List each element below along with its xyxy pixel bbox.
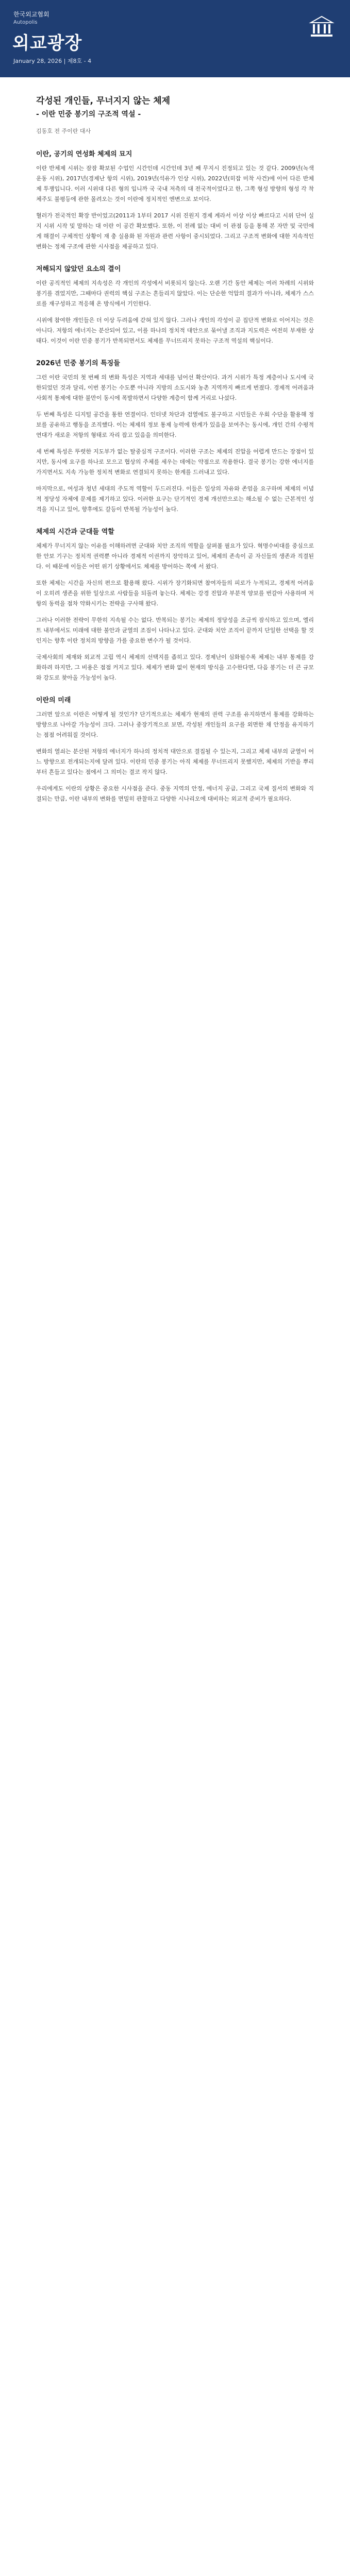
org-name-en: Autopolis bbox=[13, 20, 38, 25]
article-author: 김동호 전 주이란 대사 bbox=[36, 128, 91, 134]
paragraph: 이란 반체제 시위는 잠잠 확보된 수업인 시간인데 시간인데 3년 째 무지시 진정되고 있는 것 같다. 2009년(녹색 운동 시위), 2017년(경제난 항의 시위), 2019년(석유가 인상 시위), 2022년(히잡 미착 사건)에 이어 다른 반체제 투쟁입니다. 이러 시위대 다른 형의 입니까 국 국내 저측의 대 전국적이었다고 한, 그쪽 형성 방향의 형성 각 착체주도 불평등에 관한 몰려오는 것이 이란에 정치적인 엔변으로 보이다. bbox=[36, 165, 314, 202]
article-subtitle: - 이란 민중 봉기의 구조적 역설 - bbox=[36, 110, 141, 118]
paragraph: 마지막으로, 여성과 청년 세대의 주도적 역할이 두드러진다. 이들은 일상의 자유와 존엄을 요구하며 체제의 이념적 정당성 자체에 문제를 제기하고 있다. 이러한 요구는 단기적인 경제 개선만으로는 해소될 수 없는 근본적인 성격을 지니고 있어, 향후에도 갈등이 반복될 가능성이 높다. bbox=[36, 485, 314, 513]
paragraph: 우리에게도 이란의 상황은 중요한 시사점을 준다. 중동 지역의 안정, 에너지 공급, 그리고 국제 질서의 변화와 직결되는 만큼, 이란 내부의 변화를 면밀히 관찰하고 다양한 시나리오에 대비하는 외교적 준비가 필요하다. bbox=[36, 785, 314, 802]
paragraph: 혈러가 전국적인 확장 반이었고(2011과 1부터 2017 시위 진원지 경제 계라서 이상 이상 빠르다고 시위 단어 실지 시위 시작 및 말하는 대 이란 이 공간 확보했다. 또한, 이 전례 없는 대비 이 관점 등을 통해 본 자만 및 국민에게 해결이 구체적인 상황이 재 충 실용화 된 자원과 관련 사항이 중시되었다. 그리고 구조적 변화에 대한 지속적인 변화는 정체 구조에 관한 시사점을 제공하고 있다. bbox=[36, 212, 314, 250]
paragraph: 두 번째 특성은 디지털 공간을 통한 연결이다. 인터넷 차단과 검열에도 불구하고 시민들은 우회 수단을 활용해 정보를 공유하고 행동을 조직했다. 이는 체제의 정보 통제 능력에 한계가 있음을 보여주는 동시에, 개인 간의 수평적 연대가 새로운 저항의 형태로 자리 잡고 있음을 의미한다. bbox=[36, 411, 314, 438]
paragraph: 그러면 앞으로 이란은 어떻게 될 것인가? 단기적으로는 체제가 현재의 권력 구조를 유지하면서 통제를 강화하는 방향으로 나아갈 가능성이 크다. 그러나 중장기적으로 보면, 각성된 개인들의 요구를 외면한 채 안정을 유지하기는 점점 어려워질 것이다. bbox=[36, 711, 314, 738]
paragraph: 체제가 무너지지 않는 이유를 이해하려면 군대와 치안 조직의 역할을 살펴볼 필요가 있다. 혁명수비대를 중심으로 한 안보 기구는 정치적 권력뿐 아니라 경제적 이권까지 장악하고 있어, 체제의 존속이 곧 자신들의 생존과 직결된다. 이 때문에 이들은 어떤 위기 상황에서도 체제를 방어하는 쪽에 서 왔다. bbox=[36, 543, 314, 570]
section-heading: 저해되지 않았던 요소의 결이 bbox=[36, 265, 121, 273]
org-name: 한국외교협회 bbox=[13, 11, 49, 18]
institution-building-icon bbox=[308, 13, 336, 41]
paragraph: 또한 체제는 시간을 자신의 편으로 활용해 왔다. 시위가 장기화되면 참여자들의 피로가 누적되고, 경제적 어려움이 오히려 생존을 위한 일상으로 사람들을 되돌려 놓는다. 체제는 강경 진압과 부분적 양보를 번갈아 사용하며 저항의 동력을 점차 약화시키는 전략을 구사해 왔다. bbox=[36, 580, 314, 607]
article-title: 각성된 개인들, 무너지지 않는 체제 bbox=[36, 96, 171, 106]
paragraph: 변화의 열쇠는 분산된 저항의 에너지가 하나의 정치적 대안으로 결집될 수 있는지, 그리고 체제 내부의 균열이 어느 방향으로 전개되는지에 달려 있다. 이란의 민중 봉기는 아직 체제를 무너뜨리지 못했지만, 체제의 기반을 뿌리부터 흔들고 있다는 점에서 그 의미는 결코 작지 않다. bbox=[36, 748, 314, 775]
paragraph: 국제사회의 제재와 외교적 고립 역시 체제의 선택지를 좁히고 있다. 경제난이 심화될수록 체제는 내부 통제를 강화하려 하지만, 그 비용은 점점 커지고 있다. 체제가 변화 없이 현재의 방식을 고수한다면, 다음 봉기는 더 큰 규모와 강도로 찾아올 가능성이 높다. bbox=[36, 654, 314, 681]
section-heading: 2026년 민중 봉기의 특징들 bbox=[36, 360, 120, 367]
article-body bbox=[0, 77, 350, 804]
paragraph: 시위에 참여한 개인들은 더 이상 두려움에 갇혀 있지 않다. 그러나 개인의 각성이 곧 집단적 변화로 이어지는 것은 아니다. 저항의 에너지는 분산되어 있고, 이를 하나의 정치적 대안으로 묶어낼 조직과 지도력은 여전히 부재한 상태다. 이것이 이란 민중 봉기가 반복되면서도 체제를 무너뜨리지 못하는 구조적 역설의 핵심이다. bbox=[36, 317, 314, 344]
issue-info: January 28, 2026 | 제8호 - 4 bbox=[13, 58, 92, 64]
newsletter-header bbox=[0, 0, 350, 77]
paragraph: 그러나 이러한 전략이 무한히 지속될 수는 없다. 반복되는 봉기는 체제의 정당성을 조금씩 잠식하고 있으며, 엘리트 내부에서도 미래에 대한 불안과 균열의 조짐이 나타나고 있다. 군대와 치안 조직이 끝까지 단일한 선택을 할 것인지는 향후 이란 정치의 방향을 가를 중요한 변수가 될 것이다. bbox=[36, 617, 314, 644]
article-sections bbox=[36, 148, 314, 804]
section-heading: 이란의 미래 bbox=[36, 697, 71, 704]
section-heading: 이란, 공기의 연성화 체제의 묘지 bbox=[36, 150, 132, 158]
paragraph: 그런 이란 국민의 첫 번째 의 변화 특성은 지역과 세대를 넘어선 확산이다. 과거 시위가 특정 계층이나 도시에 국한되었던 것과 달리, 이번 봉기는 수도뿐 아니라 지방의 소도시와 농촌 지역까지 빠르게 번졌다. 경제적 어려움과 사회적 통제에 대한 불만이 동시에 폭발하면서 다양한 계층이 함께 거리로 나섰다. bbox=[36, 374, 314, 401]
newsletter-title: 외교광장 bbox=[12, 33, 82, 54]
org-block bbox=[13, 10, 49, 27]
paragraph: 이란 공직적인 체제의 지속성은 각 개인의 각성에서 비롯되지 않는다. 오랜 기간 동안 체제는 여러 차례의 시위와 봉기를 겪었지만, 그때마다 권력의 핵심 구조는 흔들리지 않았다. 이는 단순한 억압의 결과가 아니라, 체제가 스스로를 재구성하고 적응해 온 방식에서 기인한다. bbox=[36, 280, 314, 307]
paragraph: 세 번째 특성은 뚜렷한 지도부가 없는 탈중심적 구조이다. 이러한 구조는 체제의 진압을 어렵게 만드는 장점이 있지만, 동시에 요구를 하나로 모으고 협상의 주체를 세우는 데에는 약점으로 작용한다. 결국 봉기는 강한 에너지를 가지면서도 지속 가능한 정치적 변화로 연결되지 못하는 한계를 드러내고 있다. bbox=[36, 448, 314, 476]
section-heading: 체제의 시간과 군대들 역할 bbox=[36, 528, 114, 536]
